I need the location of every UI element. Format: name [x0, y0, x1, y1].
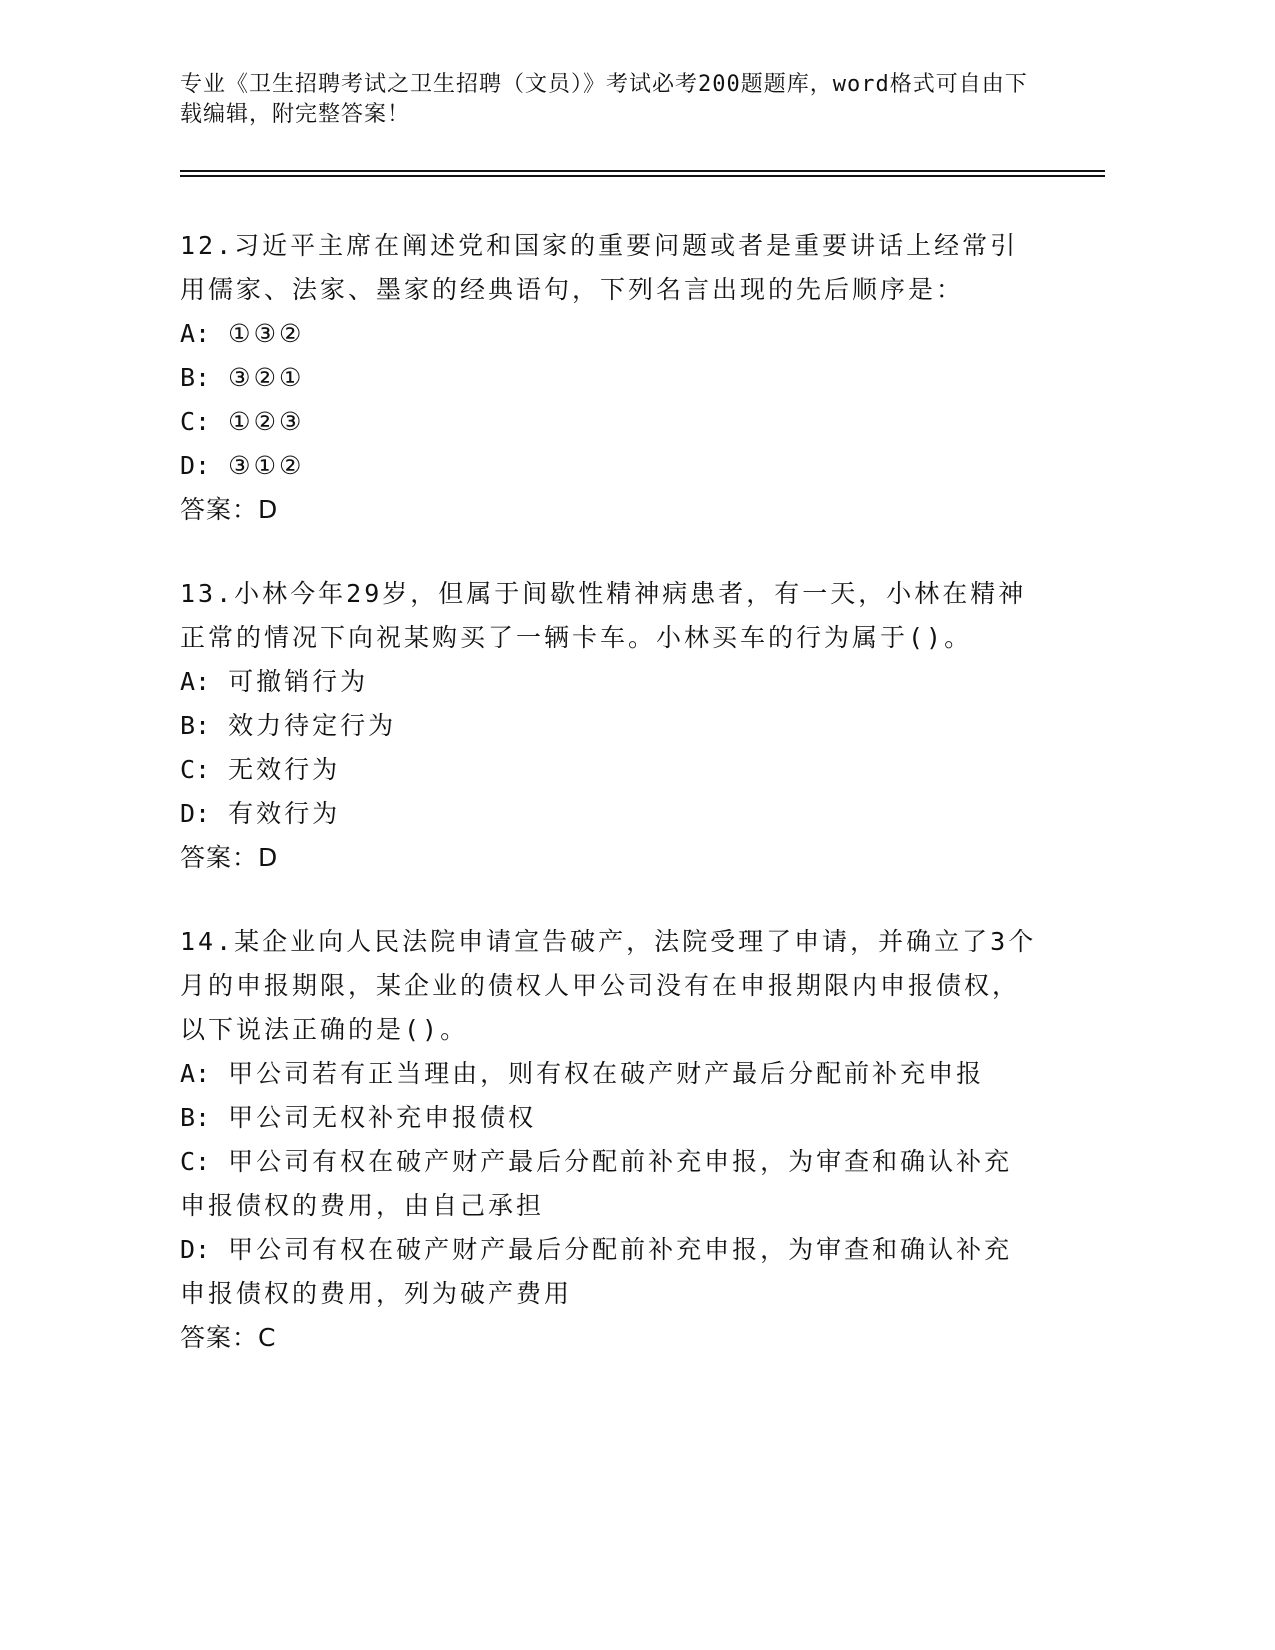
answer-line: 答案：C [180, 1323, 277, 1352]
option-a [180, 312, 1040, 356]
option-label: D: [180, 1235, 211, 1264]
option-text: 效力待定行为 [228, 711, 397, 740]
option-text: 有效行为 [228, 799, 341, 828]
option-label: B: [180, 363, 211, 392]
option-label: D: [180, 799, 211, 828]
option-label: C: [180, 1147, 211, 1176]
option-b [180, 704, 1040, 748]
option-text: 无效行为 [228, 755, 341, 784]
answer-line: 答案：D [180, 495, 279, 524]
option-label: D: [180, 451, 211, 480]
option-b [180, 356, 1040, 400]
question-12 [180, 224, 1040, 532]
option-label: C: [180, 755, 211, 784]
option-b [180, 1096, 1040, 1140]
option-text: 甲公司有权在破产财产最后分配前补充申报，为审查和确认补充申报债权的费用，由自己承担 [180, 1147, 1013, 1220]
option-c [180, 1140, 1040, 1228]
option-label: B: [180, 711, 211, 740]
answer-line: 答案：D [180, 843, 279, 872]
option-label: C: [180, 407, 211, 436]
option-a [180, 1052, 1040, 1096]
option-text: ③①② [228, 451, 305, 480]
option-label: A: [180, 667, 211, 696]
option-text: 甲公司无权补充申报债权 [228, 1103, 537, 1132]
document-header: 专业《卫生招聘考试之卫生招聘（文员）》考试必考200题题库，word格式可自由下载编辑，附完整答案！ [180, 72, 1028, 127]
option-c [180, 748, 1040, 792]
question-stem: 14.某企业向人民法院申请宣告破产，法院受理了申请，并确立了3个月的申报期限，某企业的债权人甲公司没有在申报期限内申报债权，以下说法正确的是()。 [180, 927, 1037, 1044]
option-a [180, 660, 1040, 704]
option-text: 甲公司有权在破产财产最后分配前补充申报，为审查和确认补充申报债权的费用，列为破产费用 [180, 1235, 1013, 1308]
question-stem: 12.习近平主席在阐述党和国家的重要问题或者是重要讲话上经常引用儒家、法家、墨家的经典语句，下列名言出现的先后顺序是： [180, 231, 1019, 304]
option-text: ①②③ [228, 407, 305, 436]
option-text: 甲公司若有正当理由，则有权在破产财产最后分配前补充申报 [228, 1059, 985, 1088]
option-text: ①③② [228, 319, 305, 348]
option-d [180, 792, 1040, 836]
header-divider-top [180, 170, 1105, 172]
option-label: A: [180, 319, 211, 348]
header-divider-bottom [180, 175, 1105, 177]
question-14 [180, 920, 1040, 1360]
option-d [180, 444, 1040, 488]
option-text: ③②① [228, 363, 305, 392]
question-13 [180, 572, 1040, 880]
option-c [180, 400, 1040, 444]
option-text: 可撤销行为 [228, 667, 369, 696]
question-stem: 13.小林今年29岁，但属于间歇性精神病患者，有一天，小林在精神正常的情况下向祝某购买了一辆卡车。小林买车的行为属于()。 [180, 579, 1027, 652]
option-label: B: [180, 1103, 211, 1132]
option-d [180, 1228, 1040, 1316]
option-label: A: [180, 1059, 211, 1088]
